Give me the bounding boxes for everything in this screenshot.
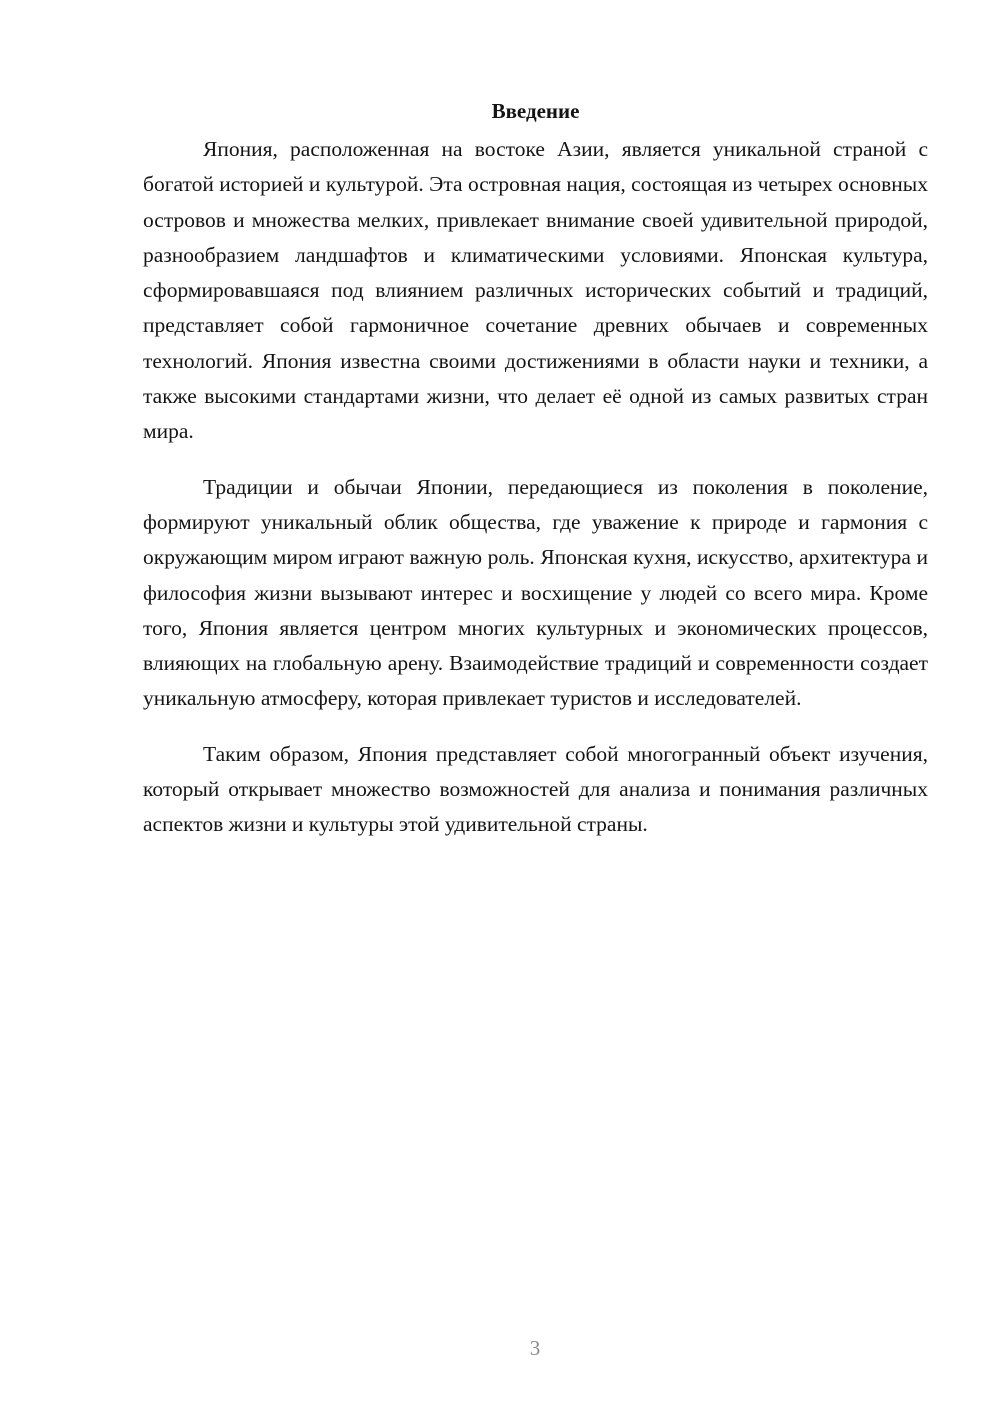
paragraph-1: Япония, расположенная на востоке Азии, является уникальной страной с богатой историей и культурой. Эта островная нация, состоящая из четырех основных островов и множества мелких, привлекает внимание своей удивительной природой, разнообразием ландшафтов и климатическими условиями. Японская культура, сформировавшаяся под влиянием различных исторических событий и традиций, представляет собой гармоничное сочетание древних обычаев и современных технологий. Япония известна своими достижениями в области науки и техники, а также высокими стандартами жизни, что делает её одной из самых развитых стран мира.: [143, 137, 928, 444]
page-content: [143, 96, 928, 863]
page-title: Введение: [491, 99, 580, 123]
page-number: 3: [529, 1336, 541, 1360]
paragraph-3: Таким образом, Япония представляет собой многогранный объект изучения, который открывает множество возможностей для анализа и понимания различных аспектов жизни и культуры этой удивительной страны.: [143, 741, 928, 837]
paragraph-2: Традиции и обычаи Японии, передающиеся из поколения в поколение, формируют уникальный облик общества, где уважение к природе и гармония с окружающим миром играют важную роль. Японская кухня, искусство, архитектура и философия жизни вызывают интерес и восхищение у людей со всего мира. Кроме того, Япония является центром многих культурных и экономических процессов, влияющих на глобальную арену. Взаимодействие традиций и современности создает уникальную атмосферу, которая привлекает туристов и исследователей.: [143, 474, 928, 711]
